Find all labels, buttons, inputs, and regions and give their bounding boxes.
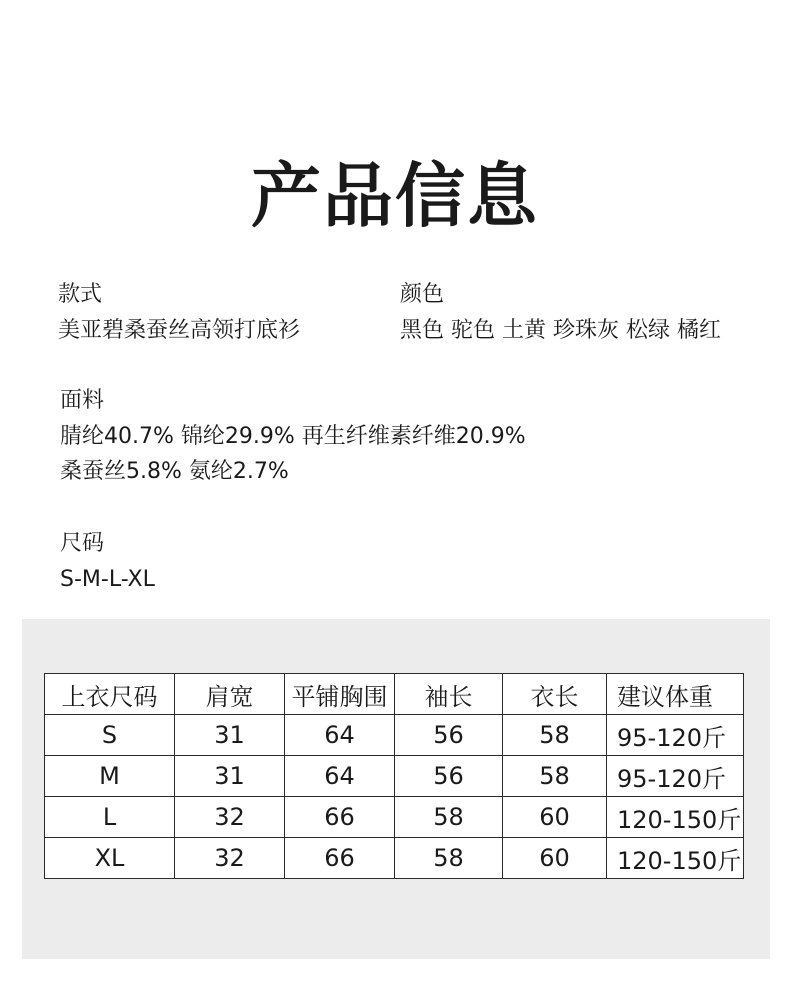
table-cell: 58 <box>395 838 503 879</box>
table-cell: 58 <box>503 715 607 756</box>
fabric-section <box>60 390 526 496</box>
header-cell: 上衣尺码 <box>45 674 175 715</box>
table-cell: 60 <box>503 838 607 879</box>
table-cell: 95-120斤 <box>607 715 744 756</box>
table-cell: 56 <box>395 756 503 797</box>
size-value: S-M-L-XL <box>60 567 155 592</box>
size-label: 尺码 <box>60 531 105 556</box>
table-cell: 95-120斤 <box>607 756 744 797</box>
table-cell: 56 <box>395 715 503 756</box>
table-cell: 60 <box>503 797 607 838</box>
fabric-line-1: 腈纶40.7% 锦纶29.9% 再生纤维素纤维20.9% <box>60 424 526 449</box>
table-cell: 58 <box>503 756 607 797</box>
fabric-label: 面料 <box>60 388 105 413</box>
table-row <box>45 715 744 756</box>
fabric-line-2: 桑蚕丝5.8% 氨纶2.7% <box>60 459 289 484</box>
style-value: 美亚碧桑蚕丝高领打底衫 <box>58 318 301 343</box>
table-cell: 66 <box>285 797 395 838</box>
table-cell: 31 <box>175 715 285 756</box>
style-section <box>58 284 300 355</box>
size-table <box>44 673 744 879</box>
color-value: 黑色 驼色 土黄 珍珠灰 松绿 橘红 <box>400 318 721 343</box>
table-cell: 31 <box>175 756 285 797</box>
size-section <box>60 533 155 604</box>
table-cell: 32 <box>175 838 285 879</box>
table-cell: 58 <box>395 797 503 838</box>
table-cell: S <box>45 715 175 756</box>
header-cell: 衣长 <box>503 674 607 715</box>
table-cell: 64 <box>285 756 395 797</box>
header-cell: 平铺胸围 <box>285 674 395 715</box>
table-cell: 120-150斤 <box>607 797 744 838</box>
table-row <box>45 756 744 797</box>
color-section <box>400 284 721 355</box>
header-cell: 袖长 <box>395 674 503 715</box>
table-header-row <box>45 674 744 715</box>
table-cell: XL <box>45 838 175 879</box>
table-cell: 66 <box>285 838 395 879</box>
table-cell: 32 <box>175 797 285 838</box>
table-cell: 64 <box>285 715 395 756</box>
header-cell: 肩宽 <box>175 674 285 715</box>
header-cell: 建议体重 <box>607 674 744 715</box>
table-cell: 120-150斤 <box>607 838 744 879</box>
table-row <box>45 797 744 838</box>
table-cell: M <box>45 756 175 797</box>
color-label: 颜色 <box>400 282 445 307</box>
style-label: 款式 <box>58 282 103 307</box>
page-title: 产品信息 <box>251 155 539 237</box>
table-cell: L <box>45 797 175 838</box>
table-row <box>45 838 744 879</box>
size-table-panel <box>22 619 770 959</box>
